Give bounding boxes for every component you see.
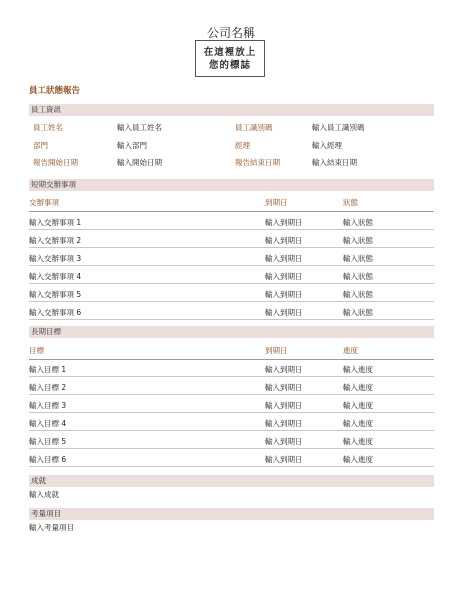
- section-band-long-term: 長期目標: [29, 326, 434, 338]
- task-cell[interactable]: 輸入交辦事項 5: [29, 290, 82, 299]
- status-cell[interactable]: 輸入狀態: [343, 290, 373, 299]
- table-row: [29, 266, 434, 284]
- column-header-task: 交辦事項: [29, 198, 59, 207]
- section-band-achievements: 成就: [29, 475, 434, 487]
- achievements-text[interactable]: 輸入成就: [29, 490, 59, 499]
- progress-cell[interactable]: 輸入進度: [343, 437, 373, 446]
- company-name: 公司名稱: [206, 26, 255, 40]
- table-row: [29, 377, 434, 395]
- goal-cell[interactable]: 輸入目標 2: [29, 383, 67, 392]
- progress-cell[interactable]: 輸入進度: [343, 401, 373, 410]
- goal-cell[interactable]: 輸入目標 6: [29, 455, 67, 464]
- info-label: 員工識別碼: [235, 123, 273, 132]
- info-label: 報告結束日期: [235, 158, 280, 167]
- task-cell[interactable]: 輸入交辦事項 3: [29, 254, 82, 263]
- due-date-cell[interactable]: 輸入到期日: [265, 365, 303, 374]
- info-row: [29, 140, 434, 152]
- info-value[interactable]: 輸入員工識別碼: [312, 123, 365, 132]
- report-title: 員工狀態報告: [29, 86, 81, 96]
- info-label: 員工姓名: [33, 123, 63, 132]
- section-band-considerations: 考量項目: [29, 508, 434, 520]
- column-header-status: 狀態: [343, 198, 358, 207]
- table-row: [29, 449, 434, 467]
- info-value[interactable]: 輸入部門: [117, 141, 147, 150]
- due-date-cell[interactable]: 輸入到期日: [265, 272, 303, 281]
- logo-placeholder: [195, 40, 265, 77]
- table-row: [29, 248, 434, 266]
- progress-cell[interactable]: 輸入進度: [343, 455, 373, 464]
- column-header-progress: 進度: [343, 346, 358, 355]
- info-value[interactable]: 輸入員工姓名: [117, 123, 162, 132]
- section-band-short-term: 短期交辦事項: [29, 179, 434, 191]
- progress-cell[interactable]: 輸入進度: [343, 419, 373, 428]
- task-cell[interactable]: 輸入交辦事項 4: [29, 272, 82, 281]
- table-row: [29, 431, 434, 449]
- due-date-cell[interactable]: 輸入到期日: [265, 236, 303, 245]
- status-cell[interactable]: 輸入狀態: [343, 308, 373, 317]
- progress-cell[interactable]: 輸入進度: [343, 383, 373, 392]
- table-row: [29, 395, 434, 413]
- info-label: 報告開始日期: [33, 158, 78, 167]
- due-date-cell[interactable]: 輸入到期日: [265, 437, 303, 446]
- due-date-cell[interactable]: 輸入到期日: [265, 419, 303, 428]
- info-value[interactable]: 輸入開始日期: [117, 158, 162, 167]
- info-label: 經理: [235, 141, 250, 150]
- short-term-table-header: [29, 196, 434, 212]
- due-date-cell[interactable]: 輸入到期日: [265, 254, 303, 263]
- logo-text-line1: 在這裡放上: [203, 46, 257, 58]
- task-cell[interactable]: 輸入交辦事項 6: [29, 308, 82, 317]
- status-cell[interactable]: 輸入狀態: [343, 272, 373, 281]
- info-row: [29, 122, 434, 134]
- info-value[interactable]: 輸入經理: [312, 141, 342, 150]
- section-band-employee-info: 員工資訊: [29, 104, 434, 116]
- table-row: [29, 284, 434, 302]
- status-cell[interactable]: 輸入狀態: [343, 254, 373, 263]
- info-row: [29, 157, 434, 169]
- due-date-cell[interactable]: 輸入到期日: [265, 218, 303, 227]
- goal-cell[interactable]: 輸入目標 1: [29, 365, 67, 374]
- due-date-cell[interactable]: 輸入到期日: [265, 455, 303, 464]
- status-cell[interactable]: 輸入狀態: [343, 218, 373, 227]
- due-date-cell[interactable]: 輸入到期日: [265, 308, 303, 317]
- considerations-text[interactable]: 輸入考量項目: [29, 523, 74, 532]
- logo-text-line2: 您的標誌: [208, 59, 251, 71]
- table-row: [29, 413, 434, 431]
- task-cell[interactable]: 輸入交辦事項 2: [29, 236, 82, 245]
- long-term-table-header: [29, 344, 434, 360]
- table-row: [29, 230, 434, 248]
- table-row: [29, 302, 434, 320]
- goal-cell[interactable]: 輸入目標 3: [29, 401, 67, 410]
- due-date-cell[interactable]: 輸入到期日: [265, 401, 303, 410]
- column-header-due-date: 到期日: [265, 346, 288, 355]
- goal-cell[interactable]: 輸入目標 5: [29, 437, 67, 446]
- task-cell[interactable]: 輸入交辦事項 1: [29, 218, 82, 227]
- column-header-goal: 目標: [29, 346, 44, 355]
- table-row: [29, 359, 434, 377]
- due-date-cell[interactable]: 輸入到期日: [265, 383, 303, 392]
- column-header-due-date: 到期日: [265, 198, 288, 207]
- progress-cell[interactable]: 輸入進度: [343, 365, 373, 374]
- status-cell[interactable]: 輸入狀態: [343, 236, 373, 245]
- goal-cell[interactable]: 輸入目標 4: [29, 419, 67, 428]
- info-value[interactable]: 輸入結束日期: [312, 158, 357, 167]
- info-label: 部門: [33, 141, 48, 150]
- table-row: [29, 212, 434, 230]
- due-date-cell[interactable]: 輸入到期日: [265, 290, 303, 299]
